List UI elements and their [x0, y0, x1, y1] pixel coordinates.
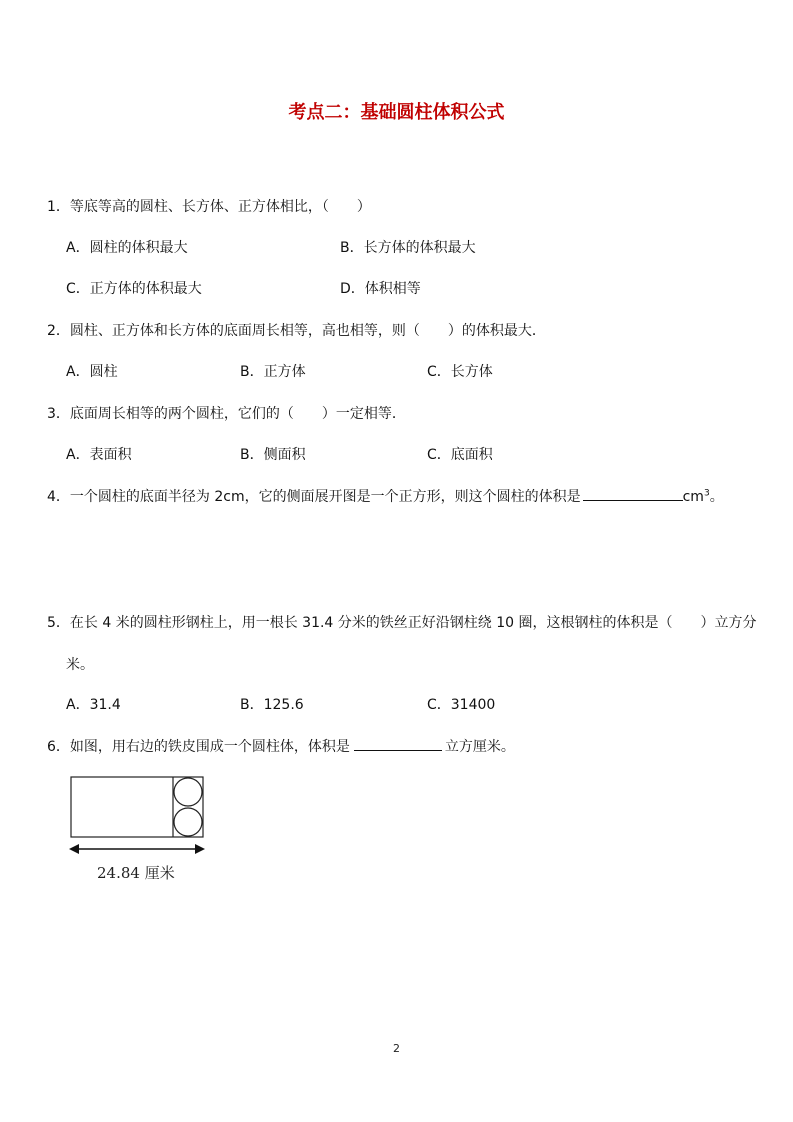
arrow-right-icon [195, 844, 205, 854]
outer-rectangle [71, 777, 203, 837]
question-3-option-c: C．底面积 [427, 447, 493, 463]
unit-exponent: 3 [703, 488, 710, 499]
question-1-option-c: C．正方体的体积最大 [66, 281, 202, 297]
question-5-option-c: C．31400 [427, 697, 496, 713]
answer-blank[interactable] [583, 486, 683, 501]
question-6-text: 6．如图，用右边的铁皮围成一个圆柱体，体积是 [47, 739, 350, 755]
question-3-option-b: B．侧面积 [240, 447, 306, 463]
question-1-option-a: A．圆柱的体积最大 [66, 240, 188, 256]
sentence-end: 。 [709, 489, 724, 505]
arrow-left-icon [69, 844, 79, 854]
question-1-option-d: D．体积相等 [340, 281, 421, 297]
question-5-option-a: A．31.4 [66, 697, 121, 713]
question-1-stem: 1．等底等高的圆柱、长方体、正方体相比，（ ） [47, 199, 371, 215]
answer-blank[interactable] [354, 736, 442, 751]
question-3-option-a: A．表面积 [66, 447, 132, 463]
question-2-stem: 2．圆柱、正方体和长方体的底面周长相等，高也相等，则（ ）的体积最大． [47, 323, 546, 339]
question-6-stem [47, 736, 515, 756]
question-4-text: 4．一个圆柱的底面半径为 2cm，它的侧面展开图是一个正方形，则这个圆柱的体积是 [47, 489, 581, 505]
question-2-option-a: A．圆柱 [66, 364, 118, 380]
bottom-circle [174, 808, 202, 836]
question-5-stem-line-1: 5．在长 4 米的圆柱形钢柱上，用一根长 31.4 分米的铁丝正好沿钢柱绕 10 圈，这根钢柱的体积是（ ）立方分 [47, 615, 757, 631]
top-circle [174, 778, 202, 806]
unit-label: cm [682, 489, 704, 505]
question-5-stem-line-2: 米。 [66, 657, 94, 673]
page-title: 考点二：基础圆柱体积公式 [288, 102, 505, 123]
question-1-option-b: B．长方体的体积最大 [340, 240, 476, 256]
question-4-stem [47, 486, 724, 506]
question-2-option-b: B．正方体 [240, 364, 306, 380]
figure-dimension-label: 24.84 厘米 [97, 864, 175, 882]
question-5-option-b: B．125.6 [240, 697, 304, 713]
sheet-diagram [66, 772, 206, 862]
question-6-text-end: 立方厘米。 [444, 739, 515, 755]
page-number: 2 [393, 1042, 400, 1055]
question-2-option-c: C．长方体 [427, 364, 493, 380]
question-3-stem: 3．底面周长相等的两个圆柱，它们的（ ）一定相等． [47, 406, 406, 422]
